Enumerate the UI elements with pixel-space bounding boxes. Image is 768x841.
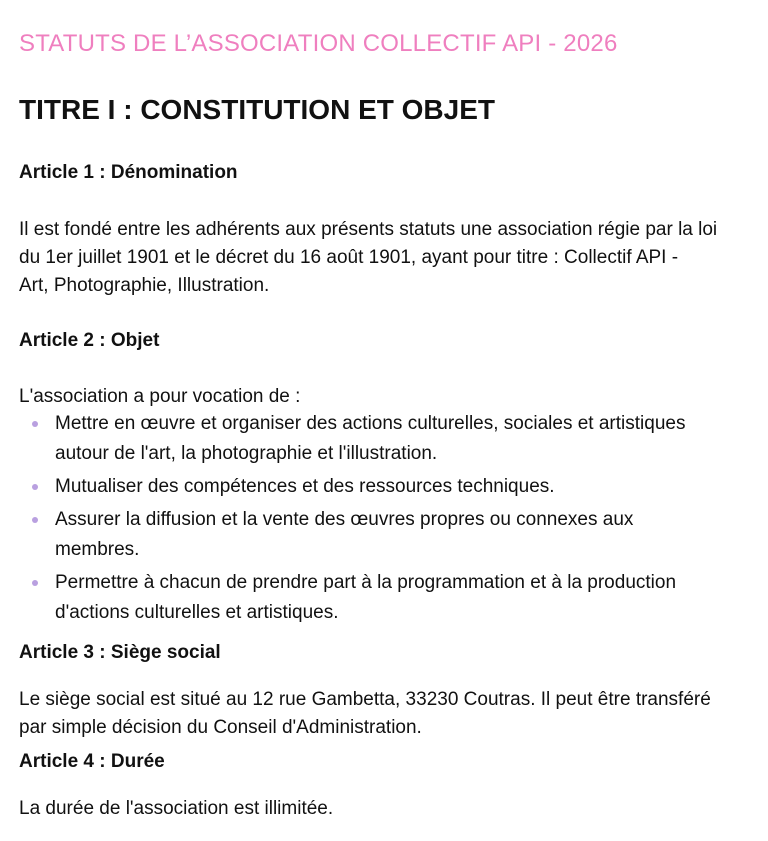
article-2-title: Article 2 : Objet: [19, 330, 160, 351]
list-item-line: membres.: [55, 539, 140, 560]
article-3-line: par simple décision du Conseil d'Administration.: [19, 717, 422, 738]
article-1-line: du 1er juillet 1901 et le décret du 16 août 1901, ayant pour titre : Collectif API -: [19, 247, 679, 268]
list-item: [19, 568, 685, 628]
article-2-intro: [19, 383, 300, 411]
article-4-text: [19, 795, 333, 823]
bullet-dot-icon: [32, 484, 38, 490]
list-item-line: Assurer la diffusion et la vente des œuvres propres ou connexes aux: [55, 509, 634, 530]
article-4-title: Article 4 : Durée: [19, 751, 165, 772]
list-item-line: Mettre en œuvre et organiser des actions culturelles, sociales et artistiques: [55, 413, 686, 434]
article-1-text: [19, 216, 717, 300]
article-1-title: Article 1 : Dénomination: [19, 162, 238, 183]
article-3-line: Le siège social est situé au 12 rue Gambetta, 33230 Coutras. Il peut être transféré: [19, 689, 711, 710]
list-item: [19, 409, 685, 469]
list-item-line: Mutualiser des compétences et des ressources techniques.: [55, 476, 555, 497]
list-item-line: Permettre à chacun de prendre part à la programmation et à la production: [55, 572, 677, 593]
bullet-dot-icon: [32, 517, 38, 523]
article-3-title: Article 3 : Siège social: [19, 642, 221, 663]
bullet-dot-icon: [32, 421, 38, 427]
article-3-text: [19, 686, 711, 742]
document-title: STATUTS DE L’ASSOCIATION COLLECTIF API - 2026: [19, 30, 618, 57]
bullet-dot-icon: [32, 580, 38, 586]
article-4-line: La durée de l'association est illimitée.: [19, 798, 334, 819]
list-item-line: autour de l'art, la photographie et l'illustration.: [55, 443, 438, 464]
list-item: [19, 472, 685, 502]
article-2-list: [19, 409, 685, 631]
article-1-line: Art, Photographie, Illustration.: [19, 275, 270, 296]
article-1-line: Il est fondé entre les adhérents aux présents statuts une association régie par la loi: [19, 219, 718, 240]
section-title: TITRE I : CONSTITUTION ET OBJET: [19, 94, 495, 125]
list-item: [19, 505, 685, 565]
article-2-intro-text: L'association a pour vocation de :: [19, 386, 301, 407]
list-item-line: d'actions culturelles et artistiques.: [55, 602, 339, 623]
